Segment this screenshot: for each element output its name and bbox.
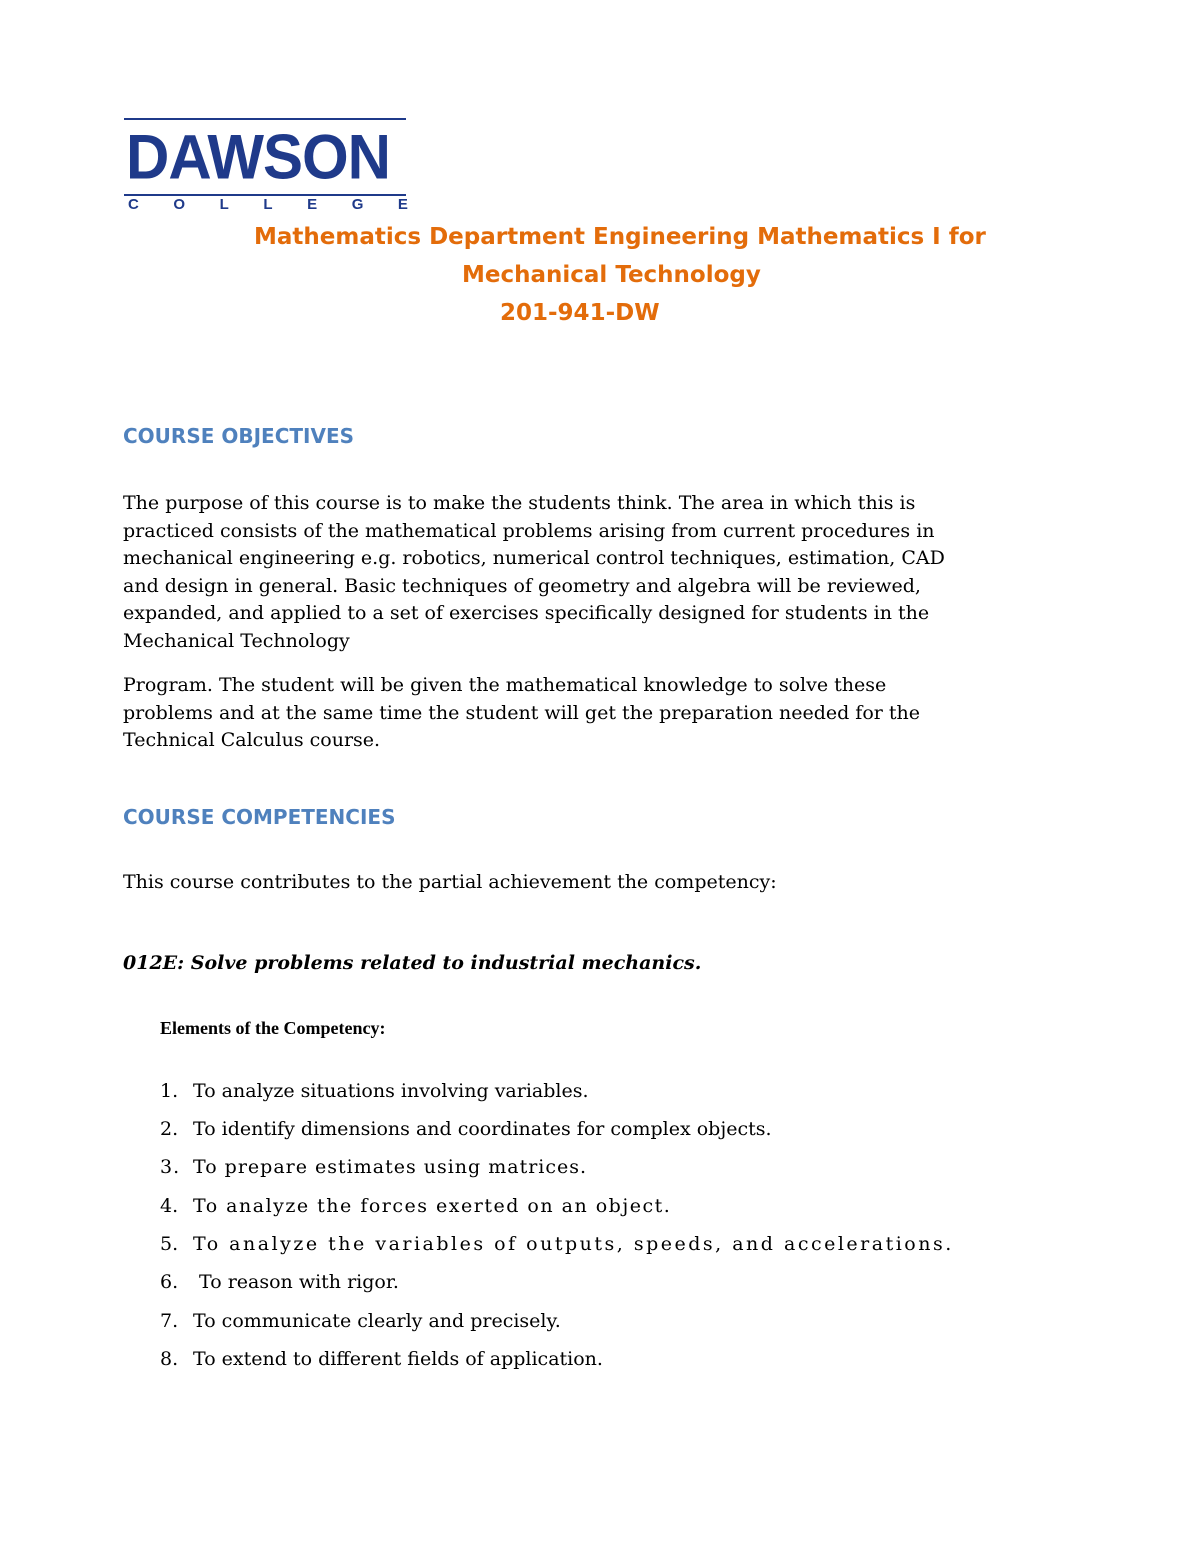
logo-letter: E [307, 196, 318, 213]
list-item [160, 1156, 587, 1178]
list-text: To analyze situations involving variables. [193, 1080, 589, 1102]
objectives-heading: COURSE OBJECTIVES [123, 424, 355, 448]
list-number: 6. [160, 1271, 179, 1293]
list-item [160, 1195, 671, 1217]
logo-letter: G [351, 196, 364, 213]
competency-statement: 012E: Solve problems related to industrial mechanics. [123, 952, 702, 974]
competencies-intro: This course contributes to the partial achievement the competency: [123, 871, 777, 893]
paragraph-line: Technical Calculus course. [123, 729, 381, 751]
list-number: 2. [160, 1118, 179, 1140]
paragraph-line: practiced consists of the mathematical problems arising from current procedures in [123, 519, 935, 542]
paragraph-line: The purpose of this course is to make the students think. The area in which this is [123, 492, 916, 514]
list-number: 1. [160, 1080, 179, 1102]
logo-letter: O [173, 196, 186, 213]
objectives-paragraph-1 [123, 490, 953, 655]
list-text: To reason with rigor. [193, 1271, 399, 1293]
dawson-college-logo [124, 118, 408, 213]
list-text: To analyze the variables of outputs, speeds, and accelerations. [193, 1233, 954, 1255]
list-item [160, 1310, 561, 1332]
list-item [160, 1118, 772, 1140]
logo-letter: C [128, 196, 139, 213]
list-text: To analyze the forces exerted on an object. [193, 1195, 672, 1217]
paragraph-line: mechanical engineering e.g. robotics, numerical control techniques, estimation, CAD [123, 547, 945, 569]
elements-label: Elements of the Competency: [160, 1018, 386, 1038]
list-item [160, 1271, 399, 1293]
paragraph-line: expanded, and applied to a set of exercises specifically designed for students in the [123, 602, 930, 624]
course-title-line-1: Mathematics Department Engineering Mathematics I for [254, 224, 986, 250]
list-number: 4. [160, 1195, 179, 1217]
paragraph-line: Program. The student will be given the mathematical knowledge to solve these [123, 674, 887, 696]
competencies-heading: COURSE COMPETENCIES [123, 805, 396, 829]
list-text: To communicate clearly and precisely. [193, 1310, 561, 1332]
list-number: 3. [160, 1156, 181, 1178]
list-item [160, 1348, 603, 1370]
objectives-paragraph-2 [123, 672, 953, 755]
paragraph-line: and design in general. Basic techniques of geometry and algebra will be reviewed, [123, 574, 921, 597]
list-text: To prepare estimates using matrices. [193, 1156, 588, 1178]
paragraph-line: Mechanical Technology [123, 629, 350, 652]
logo-wordmark: DAWSON [126, 121, 390, 193]
paragraph-line: problems and at the same time the student will get the preparation needed for the [123, 701, 921, 724]
logo-college-letters [128, 197, 408, 213]
list-item [160, 1233, 954, 1255]
course-title-line-2: Mechanical Technology [462, 262, 761, 288]
list-number: 5. [160, 1233, 179, 1255]
list-text: To identify dimensions and coordinates for complex objects. [193, 1118, 772, 1140]
logo-letter: E [397, 196, 408, 213]
course-code: 201-941-DW [500, 300, 660, 326]
list-item [160, 1080, 589, 1102]
list-number: 7. [160, 1310, 179, 1332]
logo-letter: L [219, 196, 229, 213]
list-text: To extend to different fields of application. [193, 1348, 603, 1370]
logo-top-rule [124, 118, 406, 120]
list-number: 8. [160, 1348, 179, 1370]
logo-letter: L [263, 196, 273, 213]
